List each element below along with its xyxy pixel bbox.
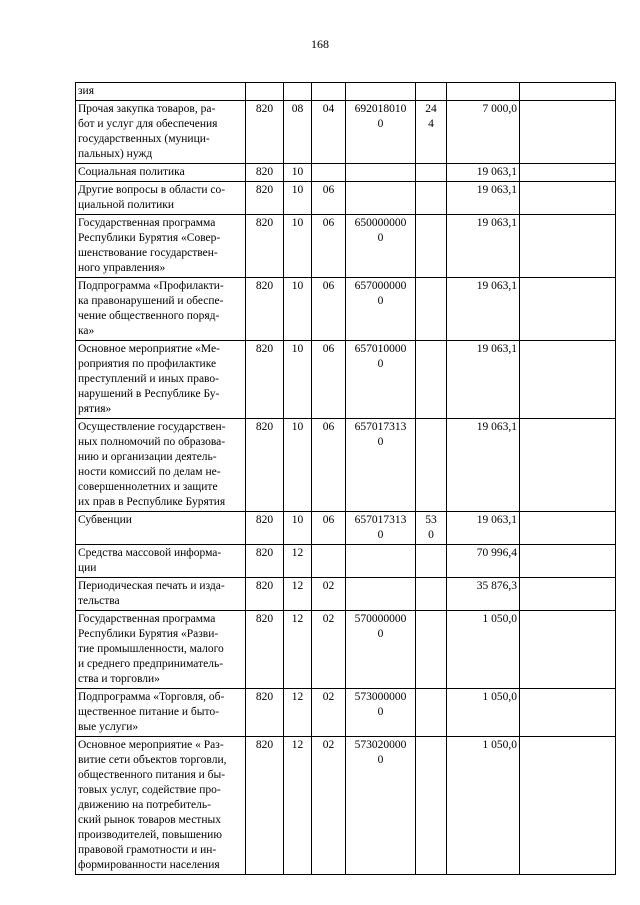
row-cs-line: 657017313	[354, 514, 407, 526]
row-name-line: общественного питания и бы-	[78, 769, 226, 781]
row-vr	[416, 164, 447, 182]
row-name-line: ка правонарушений и обеспе-	[78, 295, 224, 307]
row-name-line: щественное питание и быто-	[78, 706, 219, 718]
row-pr: 06	[312, 341, 346, 419]
row-cs-line: 657017313	[354, 421, 407, 433]
row-gr: 820	[246, 341, 284, 419]
row-sum: 7 000,0	[447, 101, 520, 164]
row-cs	[346, 164, 416, 182]
row-cs	[346, 101, 416, 164]
row-vr	[416, 545, 447, 578]
row-name-line: ка»	[78, 325, 95, 337]
row-pr	[312, 83, 346, 101]
row-pr	[312, 164, 346, 182]
row-rz: 10	[284, 278, 312, 341]
row-extra	[520, 215, 616, 278]
row-name-line: тельства	[78, 595, 120, 607]
row-name-line: товых услуг, содействие про-	[78, 784, 221, 796]
row-name-line: преступлений и иных право-	[78, 373, 219, 385]
row-name-line: ский рынок товаров местных	[78, 814, 221, 826]
row-gr: 820	[246, 578, 284, 611]
row-sum: 19 063,1	[447, 512, 520, 545]
row-name-line: нию и организации деятель-	[78, 451, 217, 463]
row-rz: 10	[284, 341, 312, 419]
row-extra	[520, 689, 616, 737]
row-rz: 08	[284, 101, 312, 164]
row-name-line: Субвенции	[78, 514, 132, 526]
row-rz: 12	[284, 611, 312, 689]
row-name-line: Средства массовой информа-	[78, 547, 222, 559]
row-rz: 10	[284, 419, 312, 512]
row-name	[76, 545, 246, 578]
row-gr: 820	[246, 545, 284, 578]
table-row	[76, 611, 616, 689]
table-row	[76, 182, 616, 215]
row-pr: 06	[312, 215, 346, 278]
row-cs-line: 0	[377, 436, 384, 448]
row-name-line: ции	[78, 562, 97, 574]
table-row	[76, 101, 616, 164]
row-extra	[520, 182, 616, 215]
row-name-line: рятия»	[78, 403, 112, 415]
row-name-line: их прав в Республике Бурятия	[78, 496, 226, 508]
row-extra	[520, 578, 616, 611]
row-cs-line: 0	[377, 232, 384, 244]
row-cs-line: 0	[377, 118, 384, 130]
row-name-line: формированности населения	[78, 859, 220, 871]
row-cs	[346, 512, 416, 545]
row-name-line: Республики Бурятия «Разви-	[78, 628, 219, 640]
row-pr: 06	[312, 419, 346, 512]
row-name	[76, 341, 246, 419]
row-name-line: Республики Бурятия «Совер-	[78, 232, 221, 244]
row-gr: 820	[246, 512, 284, 545]
row-name	[76, 611, 246, 689]
row-name-line: производителей, повышению	[78, 829, 222, 841]
row-name-line: бот и услуг для обеспечения	[78, 118, 218, 130]
row-vr	[416, 419, 447, 512]
row-name	[76, 83, 246, 101]
row-cs	[346, 182, 416, 215]
row-cs-line: 0	[377, 754, 384, 766]
row-gr: 820	[246, 419, 284, 512]
row-name-line: Прочая закупка товаров, ра-	[78, 103, 216, 115]
row-name-line: Социальная политика	[78, 166, 185, 178]
row-cs	[346, 278, 416, 341]
row-cs-line: 657010000	[354, 343, 407, 355]
row-gr: 820	[246, 215, 284, 278]
row-name-line: ного управления»	[78, 262, 166, 274]
row-name-line: нарушений в Республике Бу-	[78, 388, 220, 400]
row-pr: 02	[312, 737, 346, 875]
row-vr	[416, 182, 447, 215]
row-name	[76, 182, 246, 215]
row-vr	[416, 278, 447, 341]
row-sum: 19 063,1	[447, 419, 520, 512]
row-sum: 35 876,3	[447, 578, 520, 611]
table-row	[76, 83, 616, 101]
row-vr	[416, 101, 447, 164]
row-vr-line: 4	[428, 118, 434, 130]
row-cs	[346, 737, 416, 875]
row-name-line: тие промышленности, малого	[78, 643, 224, 655]
row-pr: 04	[312, 101, 346, 164]
row-rz: 10	[284, 512, 312, 545]
row-name	[76, 578, 246, 611]
row-sum: 70 996,4	[447, 545, 520, 578]
row-rz: 10	[284, 215, 312, 278]
row-extra	[520, 545, 616, 578]
row-vr-line: 53	[425, 514, 437, 526]
row-extra	[520, 341, 616, 419]
row-rz: 12	[284, 578, 312, 611]
row-cs-line: 0	[377, 628, 384, 640]
row-cs-line: 692018010	[354, 103, 407, 115]
row-vr-line: 24	[425, 103, 437, 115]
table-row	[76, 689, 616, 737]
row-cs-line: 573020000	[354, 739, 407, 751]
row-gr: 820	[246, 164, 284, 182]
row-sum: 1 050,0	[447, 611, 520, 689]
row-vr	[416, 578, 447, 611]
row-gr: 820	[246, 689, 284, 737]
row-cs	[346, 83, 416, 101]
row-vr	[416, 512, 447, 545]
row-name-line: Подпрограмма «Торговля, об-	[78, 691, 225, 703]
row-name	[76, 419, 246, 512]
row-name-line: Государственная программа	[78, 613, 216, 625]
row-name-line: Основное мероприятие « Раз-	[78, 739, 224, 751]
row-cs-line: 0	[377, 295, 384, 307]
row-cs	[346, 419, 416, 512]
row-sum: 1 050,0	[447, 737, 520, 875]
row-name-line: правовой грамотности и ин-	[78, 844, 217, 856]
row-name-line: Другие вопросы в области со-	[78, 184, 226, 196]
budget-table	[75, 82, 616, 875]
row-rz	[284, 83, 312, 101]
table-row	[76, 164, 616, 182]
row-name	[76, 215, 246, 278]
row-cs	[346, 611, 416, 689]
row-sum: 19 063,1	[447, 341, 520, 419]
row-gr	[246, 83, 284, 101]
row-name	[76, 278, 246, 341]
row-name-line: Периодическая печать и изда-	[78, 580, 225, 592]
row-rz: 12	[284, 689, 312, 737]
row-vr	[416, 611, 447, 689]
table-row	[76, 578, 616, 611]
row-cs	[346, 545, 416, 578]
row-gr: 820	[246, 611, 284, 689]
row-pr: 02	[312, 689, 346, 737]
row-cs-line: 570000000	[354, 613, 407, 625]
row-name-line: Государственная программа	[78, 217, 216, 229]
row-pr: 02	[312, 578, 346, 611]
row-name-line: Подпрограмма «Профилакти-	[78, 280, 224, 292]
page-number: 168	[311, 37, 329, 51]
row-cs-line: 0	[377, 358, 384, 370]
row-name-line: чение общественного поряд-	[78, 310, 220, 322]
row-name	[76, 689, 246, 737]
row-vr	[416, 341, 447, 419]
row-sum: 1 050,0	[447, 689, 520, 737]
row-rz: 10	[284, 164, 312, 182]
row-vr-line: 0	[428, 529, 434, 541]
table-row	[76, 512, 616, 545]
table-body	[76, 83, 616, 875]
table-row	[76, 278, 616, 341]
table-row	[76, 419, 616, 512]
row-name-line: ных полномочий по образова-	[78, 436, 226, 448]
table-row	[76, 737, 616, 875]
row-rz: 10	[284, 182, 312, 215]
row-name-line: циальной политики	[78, 199, 174, 211]
row-name	[76, 101, 246, 164]
row-gr: 820	[246, 737, 284, 875]
row-extra	[520, 737, 616, 875]
row-name-line: зия	[78, 85, 94, 97]
row-name	[76, 512, 246, 545]
row-name-line: роприятия по профилактике	[78, 358, 217, 370]
row-extra	[520, 83, 616, 101]
row-pr: 06	[312, 278, 346, 341]
row-cs	[346, 215, 416, 278]
row-cs	[346, 689, 416, 737]
row-pr: 06	[312, 512, 346, 545]
table-row	[76, 341, 616, 419]
row-rz: 12	[284, 737, 312, 875]
row-extra	[520, 512, 616, 545]
row-extra	[520, 278, 616, 341]
row-vr	[416, 689, 447, 737]
row-name-line: шенствование государствен-	[78, 247, 218, 259]
row-name-line: Осуществление государствен-	[78, 421, 226, 433]
row-rz: 12	[284, 545, 312, 578]
row-vr	[416, 215, 447, 278]
row-name-line: ства и торговли»	[78, 673, 160, 685]
row-name-line: пальных) нужд	[78, 148, 153, 160]
row-extra	[520, 101, 616, 164]
row-pr: 06	[312, 182, 346, 215]
table-row	[76, 215, 616, 278]
row-name-line: ности комиссий по делам не-	[78, 466, 221, 478]
row-pr: 02	[312, 611, 346, 689]
row-cs-line: 650000000	[354, 217, 407, 229]
row-gr: 820	[246, 101, 284, 164]
row-cs-line: 0	[377, 706, 384, 718]
row-cs-line: 657000000	[354, 280, 407, 292]
row-extra	[520, 419, 616, 512]
row-name-line: и среднего предприниматель-	[78, 658, 224, 670]
row-gr: 820	[246, 182, 284, 215]
row-name-line: государственных (муници-	[78, 133, 210, 145]
row-sum: 19 063,1	[447, 164, 520, 182]
row-vr	[416, 83, 447, 101]
row-extra	[520, 164, 616, 182]
row-name-line: вые услуги»	[78, 721, 139, 733]
row-name	[76, 737, 246, 875]
row-gr: 820	[246, 278, 284, 341]
row-extra	[520, 611, 616, 689]
row-cs-line: 573000000	[354, 691, 407, 703]
row-sum: 19 063,1	[447, 182, 520, 215]
row-vr	[416, 737, 447, 875]
row-name-line: движению на потребитель-	[78, 799, 211, 811]
row-name-line: совершеннолетних и защите	[78, 481, 218, 493]
row-name	[76, 164, 246, 182]
row-name-line: витие сети объектов торговли,	[78, 754, 227, 766]
row-name-line: Основное мероприятие «Ме-	[78, 343, 220, 355]
row-sum: 19 063,1	[447, 278, 520, 341]
row-pr	[312, 545, 346, 578]
row-cs	[346, 341, 416, 419]
table-row	[76, 545, 616, 578]
row-sum: 19 063,1	[447, 215, 520, 278]
row-sum	[447, 83, 520, 101]
row-cs	[346, 578, 416, 611]
row-cs-line: 0	[377, 529, 384, 541]
